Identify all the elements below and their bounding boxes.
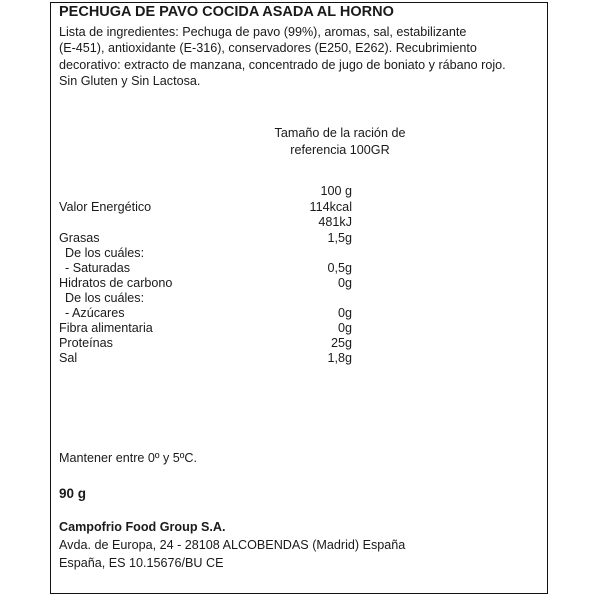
nutrient-label: Sal (59, 351, 78, 365)
nutrient-label: Proteínas (59, 336, 113, 350)
product-title: PECHUGA DE PAVO COCIDA ASADA AL HORNO (59, 4, 394, 20)
nutrient-label: Grasas (59, 231, 100, 245)
company-name: Campofrio Food Group S.A. (59, 520, 226, 534)
per-100g-header: 100 g (320, 184, 352, 198)
energy-kcal-value: 114kcal (309, 200, 352, 214)
nutrient-value: 25g (330, 336, 352, 350)
nutrient-label: Hidratos de carbono (59, 276, 173, 290)
ingredients-line: decorativo: extracto de manzana, concentrado de jugo de boniato y rábano rojo. (59, 57, 506, 72)
company-address: Avda. de Europa, 24 - 28108 ALCOBENDAS (Madrid) España (59, 538, 406, 552)
serving-size-line: referencia 100GR (290, 143, 390, 157)
energy-kj-value: 481kJ (318, 215, 352, 229)
serving-size-line: Tamaño de la ración de (274, 126, 406, 140)
nutrient-value: 0g (337, 306, 352, 320)
storage-instructions: Mantener entre 0º y 5ºC. (59, 451, 198, 465)
nutrient-value: 0,5g (327, 261, 352, 275)
nutrient-label: - Saturadas (65, 261, 131, 275)
ingredients-line: Lista de ingredientes: Pechuga de pavo (99%), aromas, sal, estabilizante (59, 25, 467, 39)
serving-size (240, 125, 440, 159)
ingredients-line: Sin Gluten y Sin Lactosa. (59, 73, 201, 88)
nutrient-value: 1,8g (327, 351, 352, 365)
ingredients-line: (E-451), antioxidante (E-316), conservadores (E250, E262). Recubrimiento (59, 41, 477, 56)
nutrient-value: 1,5g (327, 231, 352, 245)
ingredients-list (59, 24, 539, 89)
nutrient-label: - Azúcares (65, 306, 125, 320)
company-registry: España, ES 10.15676/BU CE (59, 556, 224, 570)
nutrient-sublabel: De los cuáles: (65, 291, 145, 305)
net-weight: 90 g (59, 486, 87, 501)
nutrient-value: 0g (337, 276, 352, 290)
nutrient-sublabel: De los cuáles: (65, 246, 145, 260)
nutrient-value: 0g (337, 321, 352, 335)
nutrient-label: Fibra alimentaria (59, 321, 153, 335)
energy-label: Valor Energético (59, 200, 152, 214)
